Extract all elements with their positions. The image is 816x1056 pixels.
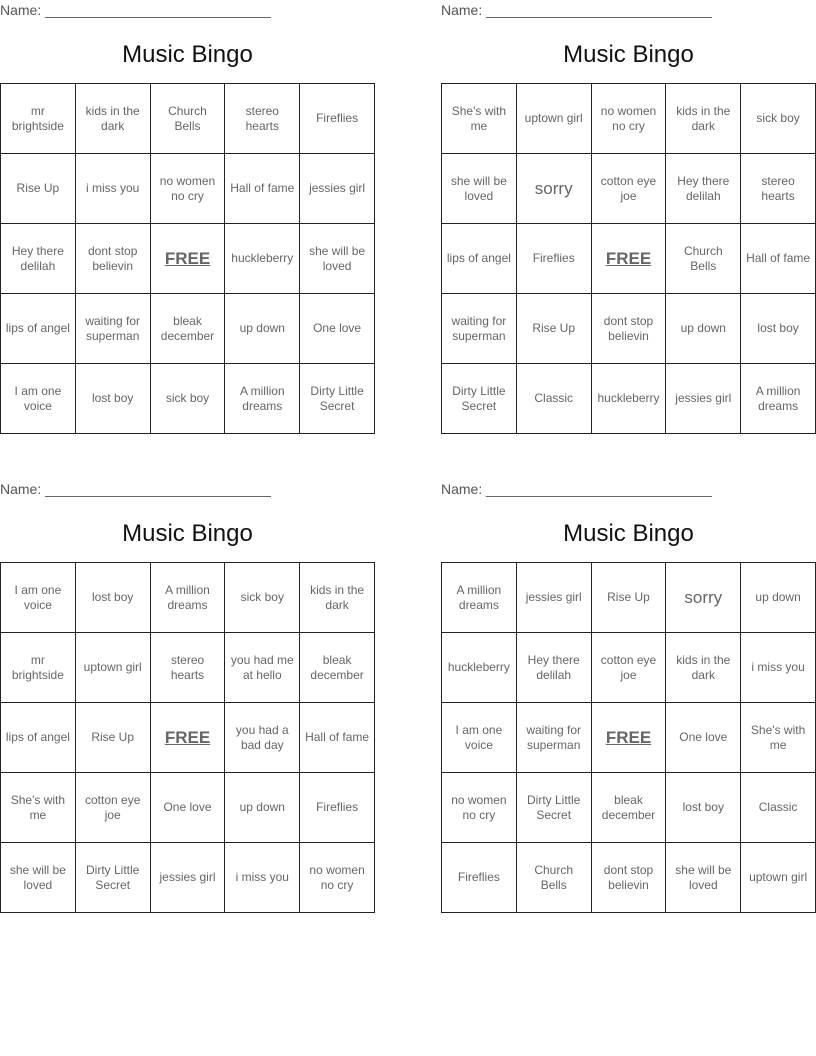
bingo-cell: A million dreams xyxy=(442,563,517,633)
bingo-cell: dont stop believin xyxy=(76,224,151,294)
bingo-cell: cotton eye joe xyxy=(76,773,151,843)
bingo-cell: sick boy xyxy=(225,563,300,633)
bingo-cell: Dirty Little Secret xyxy=(300,364,375,434)
bingo-cell: huckleberry xyxy=(592,364,667,434)
bingo-cell: Dirty Little Secret xyxy=(442,364,517,434)
bingo-cell: Hey there delilah xyxy=(517,633,592,703)
bingo-cell: She's with me xyxy=(1,773,76,843)
bingo-cell: Dirty Little Secret xyxy=(517,773,592,843)
bingo-cell: i miss you xyxy=(741,633,816,703)
bingo-cell: Rise Up xyxy=(592,563,667,633)
bingo-cell: sorry xyxy=(666,563,741,633)
bingo-cell: A million dreams xyxy=(225,364,300,434)
free-space: FREE xyxy=(592,224,667,294)
bingo-cell: you had a bad day xyxy=(225,703,300,773)
bingo-cell: jessies girl xyxy=(666,364,741,434)
bingo-cell: dont stop believin xyxy=(592,843,667,913)
bingo-cell: uptown girl xyxy=(741,843,816,913)
bingo-cell: stereo hearts xyxy=(741,154,816,224)
bingo-cell: Rise Up xyxy=(76,703,151,773)
card-title: Music Bingo xyxy=(563,520,694,547)
bingo-cell: stereo hearts xyxy=(225,84,300,154)
bingo-cell: Fireflies xyxy=(442,843,517,913)
bingo-cell: bleak december xyxy=(151,294,226,364)
bingo-cell: up down xyxy=(666,294,741,364)
bingo-cell: cotton eye joe xyxy=(592,154,667,224)
bingo-cell: huckleberry xyxy=(225,224,300,294)
bingo-cell: you had me at hello xyxy=(225,633,300,703)
bingo-cell: I am one voice xyxy=(442,703,517,773)
bingo-cell: bleak december xyxy=(592,773,667,843)
bingo-cell: i miss you xyxy=(76,154,151,224)
bingo-cell: Hey there delilah xyxy=(666,154,741,224)
bingo-cell: Hall of fame xyxy=(225,154,300,224)
bingo-cell: Church Bells xyxy=(151,84,226,154)
bingo-cell: Hey there delilah xyxy=(1,224,76,294)
name-field: Name: _____________________________ xyxy=(0,2,271,18)
bingo-cell: she will be loved xyxy=(442,154,517,224)
card-title: Music Bingo xyxy=(122,41,253,68)
bingo-cell: waiting for superman xyxy=(517,703,592,773)
name-field: Name: _____________________________ xyxy=(441,481,712,497)
card-title: Music Bingo xyxy=(122,520,253,547)
bingo-cell: Rise Up xyxy=(517,294,592,364)
bingo-cell: Hall of fame xyxy=(741,224,816,294)
bingo-grid xyxy=(0,83,375,434)
bingo-cell: jessies girl xyxy=(300,154,375,224)
bingo-cell: i miss you xyxy=(225,843,300,913)
bingo-cell: mr brightside xyxy=(1,84,76,154)
bingo-cell: up down xyxy=(225,773,300,843)
bingo-cell: bleak december xyxy=(300,633,375,703)
bingo-cell: dont stop believin xyxy=(592,294,667,364)
bingo-cell: no women no cry xyxy=(151,154,226,224)
bingo-card xyxy=(0,479,375,909)
bingo-cell: waiting for superman xyxy=(76,294,151,364)
bingo-cell: Rise Up xyxy=(1,154,76,224)
bingo-cell: She's with me xyxy=(741,703,816,773)
bingo-grid xyxy=(0,562,375,913)
name-field: Name: _____________________________ xyxy=(441,2,712,18)
bingo-cell: One love xyxy=(300,294,375,364)
bingo-cell: kids in the dark xyxy=(666,633,741,703)
bingo-cell: sick boy xyxy=(151,364,226,434)
bingo-cell: jessies girl xyxy=(151,843,226,913)
bingo-cell: she will be loved xyxy=(300,224,375,294)
bingo-cell: Fireflies xyxy=(300,84,375,154)
bingo-cell: Fireflies xyxy=(300,773,375,843)
bingo-card xyxy=(0,0,375,430)
bingo-cell: kids in the dark xyxy=(300,563,375,633)
name-field: Name: _____________________________ xyxy=(0,481,271,497)
bingo-cell: lost boy xyxy=(666,773,741,843)
bingo-cell: Church Bells xyxy=(517,843,592,913)
bingo-cell: lips of angel xyxy=(442,224,517,294)
free-space: FREE xyxy=(151,703,226,773)
bingo-cell: One love xyxy=(666,703,741,773)
bingo-cell: I am one voice xyxy=(1,364,76,434)
bingo-cell: Fireflies xyxy=(517,224,592,294)
bingo-cell: I am one voice xyxy=(1,563,76,633)
bingo-cell: lips of angel xyxy=(1,294,76,364)
bingo-grid xyxy=(441,562,816,913)
bingo-card xyxy=(441,479,816,909)
bingo-cell: One love xyxy=(151,773,226,843)
bingo-cell: Classic xyxy=(741,773,816,843)
bingo-cell: kids in the dark xyxy=(666,84,741,154)
bingo-cell: stereo hearts xyxy=(151,633,226,703)
bingo-cell: uptown girl xyxy=(76,633,151,703)
bingo-cell: Dirty Little Secret xyxy=(76,843,151,913)
bingo-cell: Church Bells xyxy=(666,224,741,294)
bingo-card xyxy=(441,0,816,430)
bingo-cell: she will be loved xyxy=(1,843,76,913)
bingo-cell: no women no cry xyxy=(442,773,517,843)
bingo-cell: lost boy xyxy=(76,563,151,633)
bingo-cell: jessies girl xyxy=(517,563,592,633)
bingo-cell: A million dreams xyxy=(151,563,226,633)
bingo-cell: she will be loved xyxy=(666,843,741,913)
bingo-cell: mr brightside xyxy=(1,633,76,703)
bingo-cell: A million dreams xyxy=(741,364,816,434)
free-space: FREE xyxy=(151,224,226,294)
bingo-cell: lips of angel xyxy=(1,703,76,773)
bingo-cell: huckleberry xyxy=(442,633,517,703)
bingo-cell: sick boy xyxy=(741,84,816,154)
free-space: FREE xyxy=(592,703,667,773)
bingo-cell: Classic xyxy=(517,364,592,434)
bingo-cell: no women no cry xyxy=(300,843,375,913)
bingo-cell: no women no cry xyxy=(592,84,667,154)
bingo-cell: cotton eye joe xyxy=(592,633,667,703)
bingo-cell: lost boy xyxy=(741,294,816,364)
bingo-cell: waiting for superman xyxy=(442,294,517,364)
bingo-cell: kids in the dark xyxy=(76,84,151,154)
bingo-cell: up down xyxy=(225,294,300,364)
bingo-grid xyxy=(441,83,816,434)
bingo-cell: lost boy xyxy=(76,364,151,434)
bingo-cell: She's with me xyxy=(442,84,517,154)
bingo-cell: Hall of fame xyxy=(300,703,375,773)
bingo-cell: up down xyxy=(741,563,816,633)
card-title: Music Bingo xyxy=(563,41,694,68)
bingo-cell: uptown girl xyxy=(517,84,592,154)
bingo-cell: sorry xyxy=(517,154,592,224)
